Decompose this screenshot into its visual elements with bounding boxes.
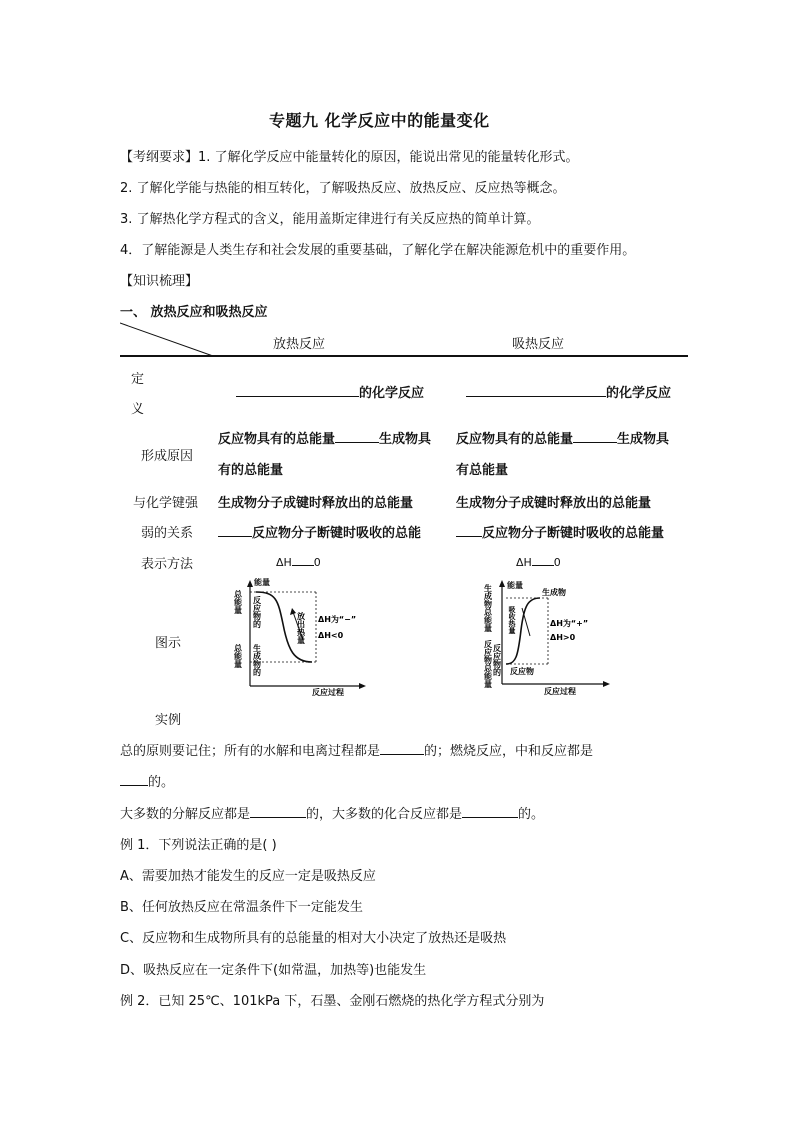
blank xyxy=(573,429,617,443)
fig-endo-reactant: 反应物 xyxy=(510,667,534,676)
cause-exothermic-line1: 反应物具有的总能量 生成物具 xyxy=(218,428,431,447)
fig-endo-dh-sign: ΔH为“+” xyxy=(550,619,589,628)
fig-endo-absorbed: 吸收热量 xyxy=(508,606,516,634)
col-exothermic: 放热反应 xyxy=(273,337,326,352)
table-diagonal-line xyxy=(120,322,215,358)
dh-endothermic: ΔH 0 xyxy=(516,556,561,569)
blank xyxy=(532,555,554,566)
fig-exo-reactant: 反应物的 xyxy=(252,596,262,628)
row-figure: 图示 xyxy=(155,636,182,651)
fig-exo-y-total-top: 总能量 xyxy=(233,590,243,614)
fig-exo-dh-sign: ΔH为“−” xyxy=(318,615,357,624)
bond-exothermic-line2: 反应物分子断键时吸收的总能 xyxy=(218,522,421,541)
table-header-rule xyxy=(120,355,688,357)
fig-endo-x-label: 反应过程 xyxy=(544,687,576,696)
bond-exothermic-line1: 生成物分子成键时释放出的总能量 xyxy=(218,496,414,511)
section-label: 【知识梳理】 xyxy=(120,274,199,289)
row-definition-1: 定 xyxy=(131,372,145,387)
cause-exothermic-line2: 有的总能量 xyxy=(218,463,284,478)
rule-line-1: 总的原则要记住；所有的水解和电离过程都是 的；燃烧反应，中和反应都是 xyxy=(120,740,593,759)
fig-exo-product: 生成物的 xyxy=(252,644,262,676)
blank xyxy=(335,429,379,443)
definition-exothermic: 的化学反应 xyxy=(236,382,424,401)
row-example: 实例 xyxy=(155,713,182,728)
requirement-1: 【考纲要求】1. 了解化学反应中能量转化的原因，能说出常见的能量转化形式。 xyxy=(120,150,579,165)
blank xyxy=(466,383,606,397)
rule-line-2: 的。 xyxy=(120,771,174,790)
blank xyxy=(456,523,482,537)
fig-exo-x-label: 反应过程 xyxy=(312,688,344,696)
cause-endothermic-line1: 反应物具有的总能量 生成物具 xyxy=(456,428,669,447)
example-1-option-d: D、吸热反应在一定条件下(如常温，加热等)也能发生 xyxy=(120,963,427,978)
fig-exo-released: 放出热量 xyxy=(296,612,306,644)
example-1-option-c: C、反应物和生成物所具有的总能量的相对大小决定了放热还是吸热 xyxy=(120,931,507,946)
bond-endothermic-line1: 生成物分子成键时释放出的总能量 xyxy=(456,496,652,511)
fig-endo-dh-cond: ΔH>0 xyxy=(550,633,576,642)
requirement-2: 2. 了解化学能与热能的相互转化，了解吸热反应、放热反应、反应热等概念。 xyxy=(120,181,566,196)
fig-endo-reactant-total: 反应物总能量 xyxy=(483,640,493,688)
fig-endo-y-top: 能量 xyxy=(507,581,523,590)
requirement-4: 4．了解能源是人类生存和社会发展的重要基础，了解化学在解决能源危机中的重要作用。 xyxy=(120,243,636,258)
page-title: 专题九 化学反应中的能量变化 xyxy=(269,111,490,130)
exothermic-energy-diagram xyxy=(228,578,368,696)
fig-exo-total-energy-bottom: 总能量 xyxy=(233,644,243,668)
blank xyxy=(236,383,359,397)
fig-endo-product: 生成物 xyxy=(542,588,566,597)
blank xyxy=(380,741,424,755)
fig-endo-product-total: 生成物总能量 xyxy=(483,584,493,632)
definition-endothermic: 的化学反应 xyxy=(466,382,671,401)
row-bond-1: 与化学键强 xyxy=(133,496,199,511)
blank xyxy=(218,523,252,537)
example-1-question: 例 1．下列说法正确的是( ) xyxy=(120,838,277,853)
row-cause: 形成原因 xyxy=(141,449,194,464)
section-title: 一、 放热反应和吸热反应 xyxy=(120,305,268,320)
cause-endothermic-line2: 有总能量 xyxy=(456,463,509,478)
blank xyxy=(462,804,518,818)
row-definition-2: 义 xyxy=(131,402,145,417)
blank xyxy=(292,555,314,566)
dh-exothermic: ΔH 0 xyxy=(276,556,321,569)
fig-exo-y-top: 能量 xyxy=(254,578,270,587)
example-1-option-a: A、需要加热才能发生的反应一定是吸热反应 xyxy=(120,869,376,884)
row-representation: 表示方法 xyxy=(141,557,194,572)
example-1-option-b: B、任何放热反应在常温条件下一定能发生 xyxy=(120,900,363,915)
example-2-question: 例 2．已知 25℃、101kPa 下，石墨、金刚石燃烧的热化学方程式分别为 xyxy=(120,994,545,1009)
fig-endo-reactant-vertical: 反应物的 xyxy=(492,644,502,676)
rule-line-3: 大多数的分解反应都是 的，大多数的化合反应都是 的。 xyxy=(120,803,544,822)
endothermic-energy-diagram xyxy=(476,578,616,696)
blank xyxy=(250,804,306,818)
row-bond-2: 弱的关系 xyxy=(141,526,194,541)
fig-exo-dh-cond: ΔH<0 xyxy=(318,631,344,640)
blank xyxy=(120,772,148,786)
requirement-3: 3. 了解热化学方程式的含义，能用盖斯定律进行有关反应热的简单计算。 xyxy=(120,212,540,227)
bond-endothermic-line2: 反应物分子断键时吸收的总能量 xyxy=(456,522,664,541)
col-endothermic: 吸热反应 xyxy=(512,337,565,352)
